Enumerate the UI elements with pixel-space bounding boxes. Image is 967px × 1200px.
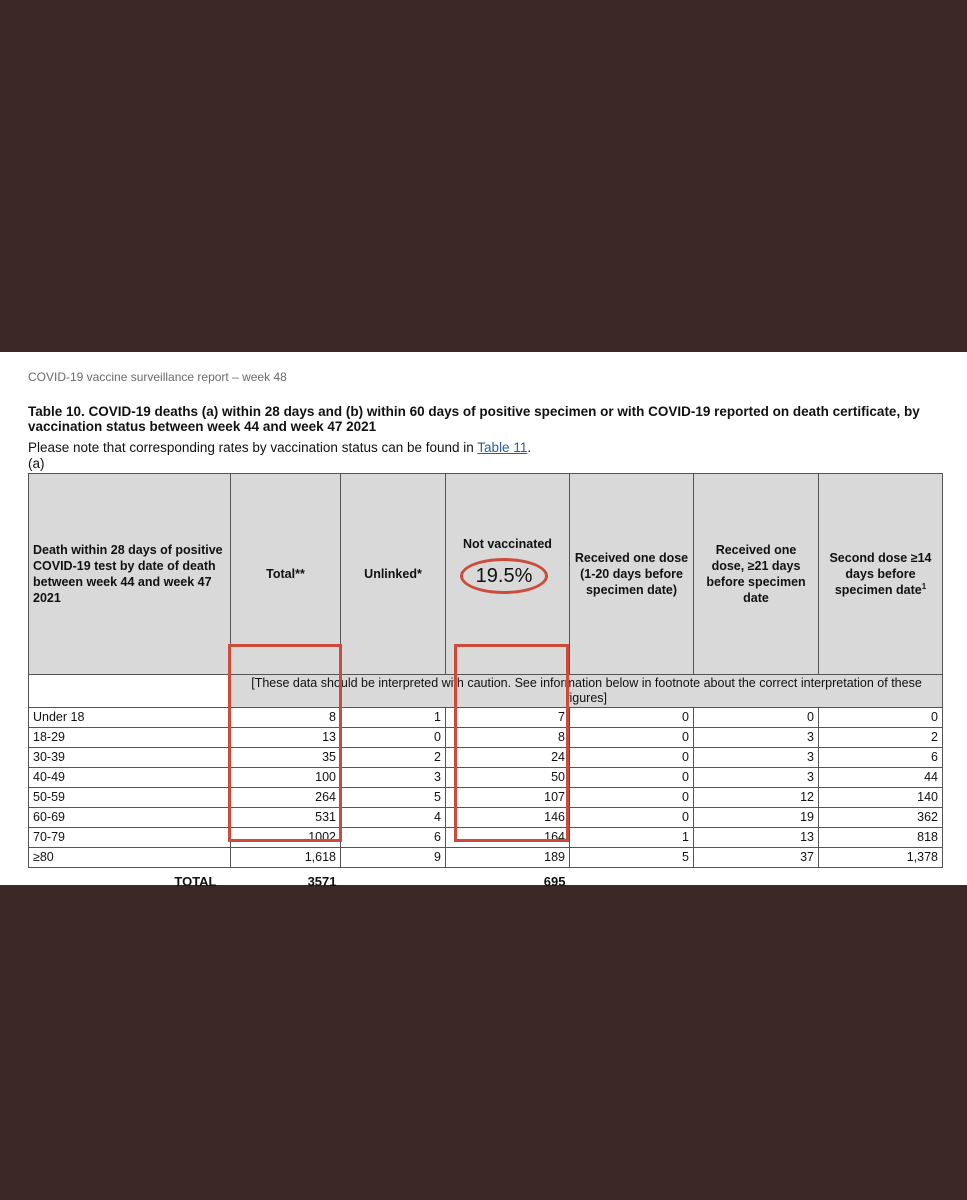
cell-one-dose-1-20: 0 (570, 808, 694, 828)
cell-total: 35 (231, 748, 341, 768)
cell-one-dose-21: 13 (694, 828, 819, 848)
header-total: Total** (231, 474, 341, 675)
header-second-dose-label: Second dose ≥14 days before specimen date (829, 551, 932, 597)
cell-unlinked: 9 (341, 848, 446, 868)
cell-unlinked: 3 (341, 768, 446, 788)
cell-not-vaccinated: 107 (446, 788, 570, 808)
cell-unlinked: 2 (341, 748, 446, 768)
cell-not-vaccinated: 7 (446, 708, 570, 728)
report-header: COVID-19 vaccine surveillance report – week 48 (28, 370, 287, 384)
cell-one-dose-21: 12 (694, 788, 819, 808)
cell-age: 40-49 (29, 768, 231, 788)
totals-not-vaccinated: 695 (543, 874, 566, 889)
cell-one-dose-1-20: 1 (570, 828, 694, 848)
cell-one-dose-21: 3 (694, 748, 819, 768)
cell-one-dose-21: 3 (694, 728, 819, 748)
cell-not-vaccinated: 189 (446, 848, 570, 868)
cell-unlinked: 6 (341, 828, 446, 848)
cell-total: 531 (231, 808, 341, 828)
cell-not-vaccinated: 146 (446, 808, 570, 828)
header-one-dose-21-days: Received one dose, ≥21 days before specimen date (694, 474, 819, 675)
document-page (0, 352, 967, 889)
cell-second-dose: 2 (819, 728, 943, 748)
cell-unlinked: 0 (341, 728, 446, 748)
totals-blank-unlinked (341, 868, 446, 897)
cell-one-dose-21: 0 (694, 708, 819, 728)
not-vaccinated-column-highlight (454, 644, 569, 842)
totals-blank-1 (570, 868, 694, 897)
cell-age: ≥80 (29, 848, 231, 868)
cell-age: 70-79 (29, 828, 231, 848)
cell-age: 30-39 (29, 748, 231, 768)
caution-row-blank (29, 675, 231, 708)
cell-not-vaccinated: 164 (446, 828, 570, 848)
cell-unlinked: 1 (341, 708, 446, 728)
cell-total: 1002 (231, 828, 341, 848)
totals-label: TOTAL (174, 874, 217, 889)
cell-unlinked: 5 (341, 788, 446, 808)
cell-one-dose-1-20: 0 (570, 788, 694, 808)
cell-total: 1,618 (231, 848, 341, 868)
header-unlinked: Unlinked* (341, 474, 446, 675)
caution-note: [These data should be interpreted with caution. See information below in footnote about the correct interpretation of these figures] (231, 675, 943, 708)
cell-second-dose: 362 (819, 808, 943, 828)
header-death-within-28-days: Death within 28 days of positive COVID-19 test by date of death between week 44 and week 47 2021 (29, 474, 231, 675)
totals-row (29, 868, 943, 897)
cell-second-dose: 0 (819, 708, 943, 728)
totals-total: 3571 (307, 874, 337, 889)
totals-blank-3 (819, 868, 943, 897)
cell-one-dose-21: 19 (694, 808, 819, 828)
cell-age: 50-59 (29, 788, 231, 808)
cell-one-dose-1-20: 0 (570, 708, 694, 728)
cell-total: 13 (231, 728, 341, 748)
subtable-label: (a) (28, 456, 45, 471)
cell-second-dose: 6 (819, 748, 943, 768)
footnote-marker: 1 (921, 581, 927, 591)
cell-unlinked: 4 (341, 808, 446, 828)
cell-total: 8 (231, 708, 341, 728)
cell-one-dose-1-20: 0 (570, 728, 694, 748)
table-title: Table 10. COVID-19 deaths (a) within 28 days and (b) within 60 days of positive specimen or with COVID-19 reported on death certificate, by vaccination status between week 44 and week 47 2021 (28, 404, 920, 434)
cell-total: 100 (231, 768, 341, 788)
table-row (29, 848, 943, 868)
cell-age: 60-69 (29, 808, 231, 828)
header-second-dose (819, 474, 943, 675)
note-suffix: . (527, 440, 532, 455)
cell-not-vaccinated: 8 (446, 728, 570, 748)
header-not-vaccinated-label: Not vaccinated (463, 537, 552, 551)
cell-one-dose-1-20: 5 (570, 848, 694, 868)
cell-second-dose: 1,378 (819, 848, 943, 868)
not-vaccinated-percent-annotation: 19.5% (460, 558, 548, 594)
cell-not-vaccinated: 24 (446, 748, 570, 768)
cell-age: 18-29 (29, 728, 231, 748)
total-column-highlight (228, 644, 342, 842)
cell-second-dose: 818 (819, 828, 943, 848)
cell-not-vaccinated: 50 (446, 768, 570, 788)
cell-one-dose-21: 3 (694, 768, 819, 788)
cell-one-dose-21: 37 (694, 848, 819, 868)
note-prefix: Please note that corresponding rates by vaccination status can be found in (28, 440, 478, 455)
cell-total: 264 (231, 788, 341, 808)
cell-one-dose-1-20: 0 (570, 748, 694, 768)
cell-second-dose: 44 (819, 768, 943, 788)
cell-second-dose: 140 (819, 788, 943, 808)
header-one-dose-1-20-days: Received one dose (1-20 days before specimen date) (570, 474, 694, 675)
totals-blank-2 (694, 868, 819, 897)
cell-age: Under 18 (29, 708, 231, 728)
table-11-link[interactable]: Table 11 (477, 440, 528, 455)
table-note (28, 440, 531, 455)
cell-one-dose-1-20: 0 (570, 768, 694, 788)
